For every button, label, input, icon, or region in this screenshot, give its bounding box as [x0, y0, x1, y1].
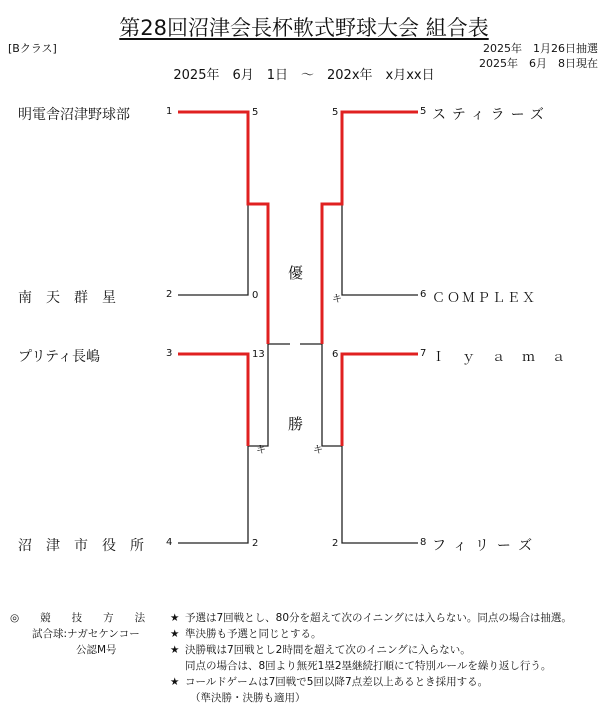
draw-date: 2025年 1月26日抽選: [483, 42, 598, 55]
score-m1-bottom: 0: [252, 290, 259, 301]
star-icon: ★: [170, 676, 180, 688]
class-label: [Bクラス]: [8, 42, 57, 55]
rule-text: 準決勝も予選と同じとする。: [185, 628, 322, 640]
score-m1-top: 5: [252, 107, 259, 118]
champion-label-bottom: 勝: [288, 415, 304, 433]
bracket-line-team-5: [322, 112, 418, 344]
seed-2: 2: [166, 289, 173, 300]
score-m3-bottom: キ: [332, 294, 342, 305]
bracket-line-team-4: [178, 446, 248, 543]
seed-7: 7: [420, 348, 427, 359]
champion-label-top: 優: [288, 264, 304, 282]
ball-spec: 公認M号: [76, 644, 117, 656]
current-date: 2025年 6月 8日現在: [479, 57, 598, 70]
team-name-8: フィリーズ: [432, 538, 541, 554]
seed-1: 1: [166, 106, 173, 117]
star-icon: ★: [170, 612, 180, 624]
star-icon: ★: [170, 628, 180, 640]
bracket-line-team-7: [342, 354, 418, 446]
score-m2-top: 13: [252, 349, 265, 360]
ball-label: 試合球:ナガセケンコー: [32, 628, 140, 640]
page-title: 第28回沼津会長杯軟式野球大会 組合表: [119, 16, 489, 40]
seed-4: 4: [166, 537, 173, 548]
score-m4-bottom: 2: [332, 538, 339, 549]
star-icon: ★: [170, 644, 180, 656]
score-m4-top: 6: [332, 349, 339, 360]
rule-text: 予選は7回戦とし、80分を超えて次のイニングには入らない。同点の場合は抽選。: [185, 612, 572, 624]
bracket-line-team-6: [342, 204, 418, 295]
team-name-6: ＣＯＭＰＬＥＸ: [432, 291, 538, 306]
score-m2-bottom: 2: [252, 538, 259, 549]
rule-text: コールドゲームは7回戦で5回以降7点差以上あるとき採用する。: [185, 676, 489, 688]
score-semi-left: キ: [256, 445, 266, 456]
team-name-4: 沼 津 市 役 所: [18, 538, 144, 554]
seed-6: 6: [420, 289, 427, 300]
bracket-line-team-2: [178, 204, 248, 295]
loser-lines: [178, 204, 418, 543]
score-m3-top: 5: [332, 107, 339, 118]
rule-text: 決勝戦は7回戦とし2時間を超えて次のイニングに入らない。: [185, 644, 471, 656]
tournament-period: 2025年 6月 1日 ～ 202x年 x月xx日: [173, 68, 435, 83]
seed-8: 8: [420, 537, 427, 548]
bracket-line-team-1: [178, 112, 268, 344]
rule-text: 同点の場合は、8回より無死1塁2塁継続打順にて特別ルールを繰り返し行う。: [185, 660, 552, 672]
team-name-3: プリティ長嶋: [18, 349, 101, 365]
team-name-7: Ｉ ｙ ａ ｍ ａ: [432, 350, 568, 365]
score-semi-right: キ: [313, 445, 323, 456]
seed-3: 3: [166, 348, 173, 359]
rules-heading: ◎ 競 技 方 法: [10, 612, 146, 624]
team-name-5: スティラーズ: [432, 107, 550, 123]
bracket-line-team-3: [178, 354, 248, 446]
rule-text: （準決勝・決勝も適用）: [190, 692, 306, 704]
team-name-1: 明電舎沼津野球部: [18, 107, 130, 123]
bracket-line-team-8: [342, 446, 418, 543]
team-name-2: 南 天 群 星: [18, 290, 116, 306]
seed-5: 5: [420, 106, 427, 117]
